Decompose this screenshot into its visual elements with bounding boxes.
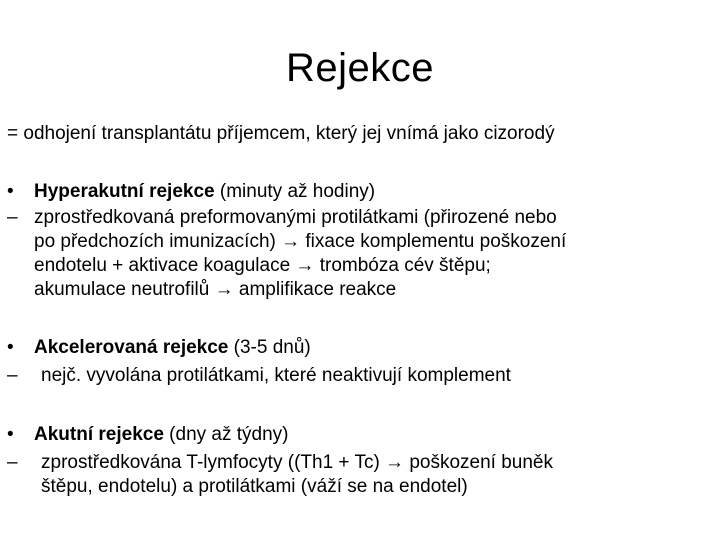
- dash-block-hyperacute: [7, 206, 566, 302]
- bullet-timing: (minuty až hodiny): [214, 181, 376, 202]
- bullet-marker: •: [7, 424, 14, 445]
- bullet-timing: (3-5 dnů): [228, 337, 311, 358]
- bullet-timing: (dny až týdny): [163, 424, 289, 445]
- dash-line: nejč. vyvolána protilátkami, které neaktivují komplement: [41, 365, 511, 386]
- bullet-marker: •: [7, 337, 14, 358]
- bullet-acute: [7, 423, 289, 447]
- bullet-hyperacute: [7, 180, 375, 204]
- dash-marker: –: [7, 452, 18, 473]
- dash-line: zprostředkovaná preformovanými protilátkami (přirozené nebo: [34, 207, 557, 228]
- bullet-heading: Akutní rejekce: [34, 424, 164, 445]
- definition-text: = odhojení transplantátu příjemcem, který jej vnímá jako cizorodý: [7, 123, 555, 144]
- dash-line: akumulace neutrofilů → amplifikace reakce: [34, 279, 397, 300]
- slide-title: Rejekce: [285, 46, 434, 90]
- bullet-accelerated: [7, 336, 311, 360]
- dash-marker: –: [7, 365, 18, 386]
- bullet-heading: Akcelerovaná rejekce: [34, 337, 229, 358]
- dash-line: zprostředkována T-lymfocyty ((Th1 + Tc) → poškození buněk: [41, 452, 553, 473]
- dash-line: štěpu, endotelu) a protilátkami (váží se na endotel): [41, 476, 468, 497]
- bullet-heading: Hyperakutní rejekce: [34, 181, 215, 202]
- dash-line: po předchozích imunizacích) → fixace komplementu poškození: [34, 231, 567, 252]
- dash-line: endotelu + aktivace koagulace → trombóza cév štěpu;: [34, 255, 491, 276]
- dash-block-accelerated: [7, 364, 511, 388]
- dash-block-acute: [7, 451, 553, 499]
- bullet-marker: •: [7, 181, 14, 202]
- dash-marker: –: [7, 207, 18, 228]
